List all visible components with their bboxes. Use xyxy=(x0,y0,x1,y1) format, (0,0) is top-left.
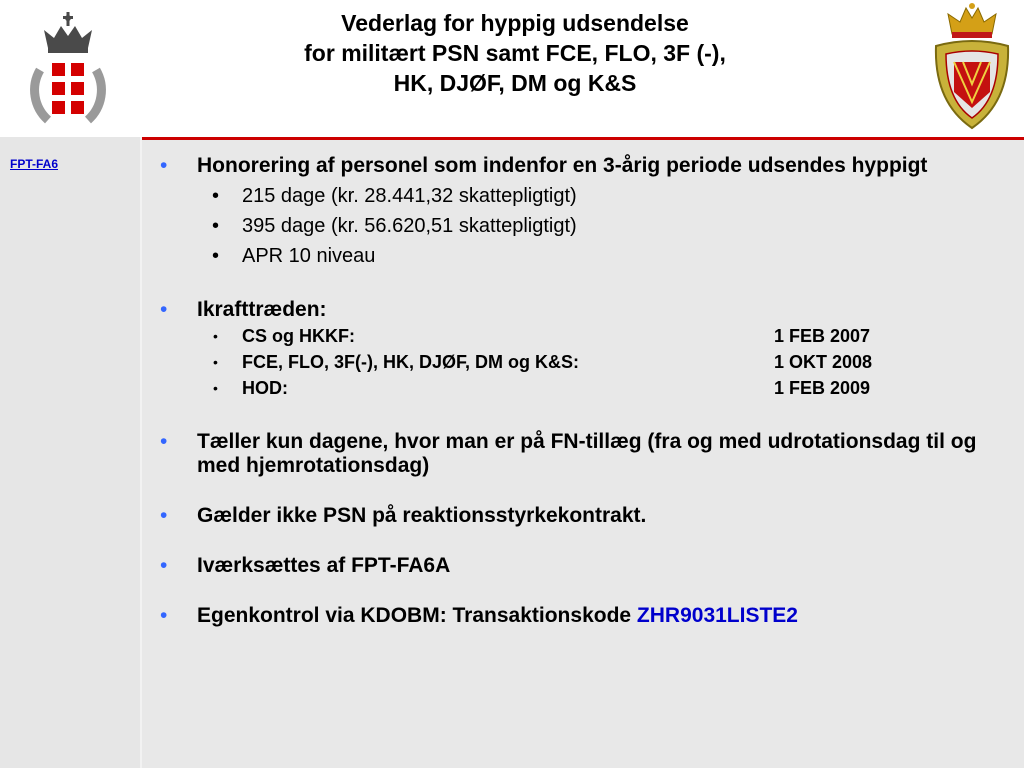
title-line-2: for militært PSN samt FCE, FLO, 3F (-), xyxy=(304,40,726,66)
bullet-dot-icon: • xyxy=(212,245,220,267)
transaction-code: ZHR9031LISTE2 xyxy=(636,604,798,627)
sub-bullet-text: 395 dage (kr. 56.620,51 skattepligtigt) xyxy=(242,215,577,237)
bullet-text: Honorering af personel som indenfor en 3-årig periode udsendes hyppigt xyxy=(197,154,928,177)
bullet-dot-icon: • xyxy=(212,185,220,207)
bullet-text: Ikrafttræden: xyxy=(197,298,327,321)
bullet-dot-icon: • xyxy=(160,430,168,453)
bullet-egenkontrol xyxy=(157,604,1017,628)
bullet-dot-icon: • xyxy=(160,298,168,321)
spacer xyxy=(157,528,1017,554)
slide-content xyxy=(142,140,1024,768)
bullet-gaelder xyxy=(157,504,1017,528)
bullet-dot-icon: • xyxy=(160,154,168,177)
bullet-dot-icon: • xyxy=(212,215,220,237)
spacer xyxy=(157,478,1017,504)
crowned-shield-emblem-icon xyxy=(928,2,1016,132)
spacer xyxy=(157,578,1017,604)
date-row-label: HOD: xyxy=(242,378,288,398)
bullet-text: Iværksættes af FPT-FA6A xyxy=(197,554,451,577)
sidebar xyxy=(0,137,142,768)
bullet-text: Egenkontrol via KDOBM: Transaktionskode xyxy=(197,604,637,627)
sub-bullet-text: APR 10 niveau xyxy=(242,245,376,267)
bullet-text: Tæller kun dagene, hvor man er på FN-tillæg (fra og med udrotationsdag til og med hjemrotationsdag) xyxy=(197,430,977,477)
sub-bullet-text: 215 dage (kr. 28.441,32 skattepligtigt) xyxy=(242,185,577,207)
bullet-dot-icon: • xyxy=(213,354,218,370)
title-line-3: HK, DJØF, DM og K&S xyxy=(393,70,637,96)
date-row-hod xyxy=(157,376,1017,400)
spacer xyxy=(157,400,1017,430)
date-row-value: 1 FEB 2009 xyxy=(774,378,871,398)
sub-bullet-395 xyxy=(157,214,1017,238)
title-line-1: Vederlag for hyppig udsendelse xyxy=(341,10,689,36)
bullet-dot-icon: • xyxy=(160,604,168,627)
date-row-value: 1 FEB 2007 xyxy=(774,326,871,346)
bullet-dot-icon: • xyxy=(160,504,168,527)
bullet-taeller xyxy=(157,430,1017,478)
date-row-label: FCE, FLO, 3F(-), HK, DJØF, DM og K&S: xyxy=(242,352,579,372)
slide-title xyxy=(190,8,840,98)
bullet-dot-icon: • xyxy=(213,328,218,344)
bullet-ikrafttraeden xyxy=(157,298,1017,322)
fpt-fa6-link[interactable]: FPT-FA6 xyxy=(10,157,59,171)
bullet-ivaerksaettes xyxy=(157,554,1017,578)
bullet-dot-icon: • xyxy=(213,380,218,396)
date-row-label: CS og HKKF: xyxy=(242,326,355,346)
date-row-value: 1 OKT 2008 xyxy=(774,352,873,372)
date-row-cs xyxy=(157,324,1017,348)
spacer xyxy=(157,268,1017,298)
date-row-fce xyxy=(157,350,1017,374)
slide-header xyxy=(0,0,1024,137)
sub-bullet-215 xyxy=(157,184,1017,208)
bullet-text: Gælder ikke PSN på reaktionsstyrkekontrakt. xyxy=(197,504,647,527)
bullet-list xyxy=(157,154,1017,628)
sub-bullet-apr xyxy=(157,244,1017,268)
royal-crown-cross-emblem-icon xyxy=(18,8,118,130)
bullet-honorering xyxy=(157,154,1017,178)
bullet-dot-icon: • xyxy=(160,554,168,577)
